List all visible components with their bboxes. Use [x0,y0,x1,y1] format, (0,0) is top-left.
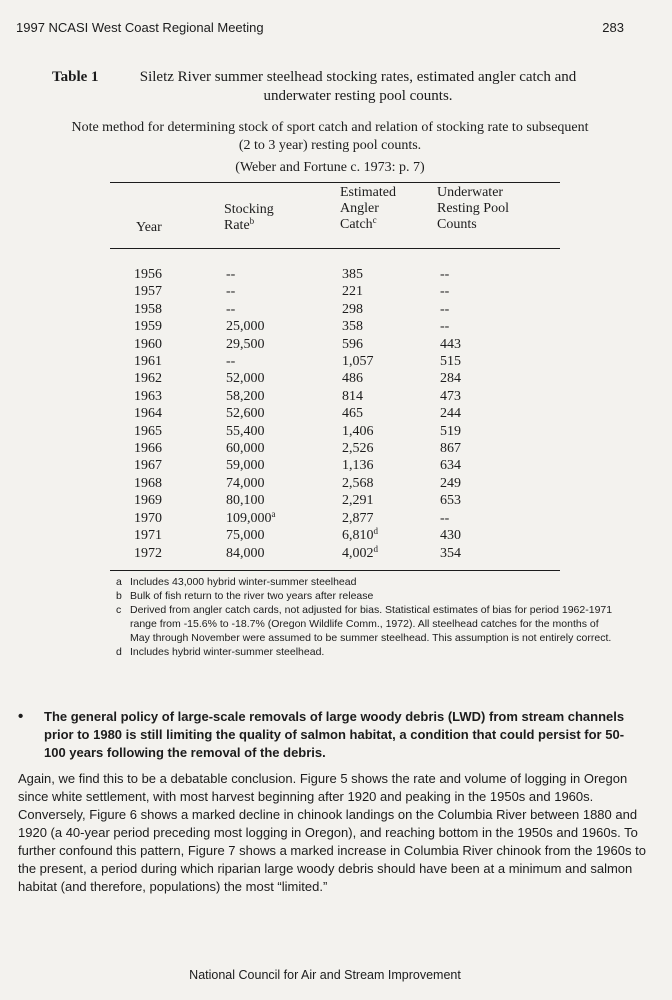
stocking-rate-cell [226,510,342,527]
stocking-rate-cell-value: 58,200 [226,388,265,404]
column-header-catch-line1: Estimated [340,185,396,200]
table-row [134,301,520,318]
stocking-rate-cell-value: 84,000 [226,545,265,561]
pool-count-cell [440,301,520,318]
pool-count-cell [440,283,520,300]
year-cell [134,510,226,527]
year-cell [134,423,226,440]
year-cell-value: 1965 [134,423,162,439]
angler-catch-cell [342,370,440,387]
stocking-rate-cell [226,301,342,318]
year-cell [134,301,226,318]
angler-catch-cell-value: 486 [342,371,363,387]
column-header-pool-line1: Underwater [437,185,504,200]
table-header-rule [110,248,560,249]
catch-word: Catch [340,217,373,232]
angler-catch-cell [342,283,440,300]
column-header-catch-line2: Angler [340,201,379,216]
pool-count-cell [440,527,520,544]
footnote [116,575,621,589]
angler-catch-cell [342,457,440,474]
rate-word: Rate [224,218,250,233]
year-cell-value: 1971 [134,528,162,544]
angler-catch-cell-value: 1,136 [342,458,374,474]
table-row [134,318,520,335]
angler-catch-cell-value: 358 [342,319,363,335]
table-row [134,475,520,492]
stocking-rate-cell-value: 59,000 [226,458,265,474]
footnote-mark: b [116,590,122,602]
pool-count-cell [440,440,520,457]
year-cell-value: 1964 [134,406,162,422]
stocking-rate-cell-value: 25,000 [226,319,265,335]
pool-count-cell [440,423,520,440]
stocking-rate-cell-value: 29,500 [226,336,265,352]
year-cell [134,405,226,422]
stocking-rate-cell [226,457,342,474]
table-note: Note method for determining stock of sport catch and relation of stocking rate to subsequent (2 to 3 year) resting pool counts. [71,120,589,153]
angler-catch-cell [342,440,440,457]
table-row [134,440,520,457]
column-header-stocking-rate-line2 [224,218,274,234]
angler-catch-cell-value: 465 [342,406,363,422]
pool-count-cell-value: 473 [440,388,461,404]
pool-count-cell-value: -- [440,284,450,300]
angler-catch-cell-value: 814 [342,388,363,404]
stocking-rate-cell [226,353,342,370]
table-row [134,510,520,527]
angler-catch-cell-value: 1,406 [342,423,374,439]
year-cell-value: 1957 [134,284,162,300]
stocking-rate-cell-value: -- [226,301,236,317]
table-bottom-rule [110,570,560,571]
year-cell-value: 1963 [134,388,162,404]
year-cell-value: 1969 [134,493,162,509]
stocking-rate-cell-value: 80,100 [226,493,265,509]
rate-footnote-mark: b [249,216,255,226]
pool-count-cell-value: 354 [440,545,461,561]
year-cell [134,545,226,562]
column-header-year-text: Year [136,220,162,235]
table-row [134,492,520,509]
stocking-rate-cell [226,336,342,353]
bullet-icon: • [18,708,24,725]
stocking-rate-cell [226,318,342,335]
year-cell-value: 1972 [134,545,162,561]
pool-count-cell [440,457,520,474]
pool-count-cell [440,266,520,283]
pool-count-cell [440,405,520,422]
year-cell-value: 1959 [134,319,162,335]
year-cell [134,336,226,353]
table-caption [52,68,612,106]
column-header-pool-line3: Counts [437,217,477,232]
catch-footnote-mark: c [372,215,377,225]
table-row [134,423,520,440]
stocking-rate-cell [226,266,342,283]
angler-catch-cell-value: 2,526 [342,441,374,457]
stocking-rate-cell [226,370,342,387]
year-cell [134,266,226,283]
pool-count-cell-value: 443 [440,336,461,352]
footnote-mark: c [116,604,122,616]
pool-count-cell [440,370,520,387]
stocking-rate-cell [226,440,342,457]
stocking-rate-cell-value: 75,000 [226,528,265,544]
year-cell-value: 1962 [134,371,162,387]
angler-catch-cell-value: 2,568 [342,475,374,491]
page-footer: National Council for Air and Stream Improvement [189,968,461,982]
angler-catch-cell [342,423,440,440]
pool-count-cell-value: -- [440,301,450,317]
stocking-data-table [134,266,520,562]
pool-count-cell-value: -- [440,267,450,282]
footnote [116,589,621,603]
stocking-rate-cell-value: 109,000 [226,510,272,526]
table-row [134,266,520,283]
table-row [134,353,520,370]
year-cell [134,492,226,509]
year-cell-value: 1961 [134,354,162,370]
table-row [134,336,520,353]
table-row [134,283,520,300]
angler-catch-cell-value: 385 [342,267,363,282]
angler-catch-cell-value: 2,877 [342,510,374,526]
pool-count-cell [440,336,520,353]
year-cell [134,370,226,387]
bullet-statement [18,708,638,762]
pool-count-cell-value: 284 [440,371,461,387]
pool-count-cell-value: 244 [440,406,461,422]
table-title: Siletz River summer steelhead stocking rates, estimated angler catch and underwater resting pool counts. [139,69,577,104]
footnote [116,645,621,659]
stocking-rate-cell [226,283,342,300]
angler-catch-cell [342,318,440,335]
year-cell-value: 1967 [134,458,162,474]
pool-count-cell [440,475,520,492]
stocking-rate-cell [226,475,342,492]
footnote-mark: d [373,526,378,537]
angler-catch-cell [342,492,440,509]
table-footnotes [116,575,621,659]
bullet-text: The general policy of large-scale removals of large woody debris (LWD) from stream channels prior to 1980 is still limiting the quality of salmon habitat, a condition that could persist for 50-100 years following the removal of the debris. [44,709,625,760]
angler-catch-cell [342,353,440,370]
footnote-text: Includes 43,000 hybrid winter-summer steelhead [130,576,357,588]
year-cell [134,283,226,300]
stocking-rate-cell-value: -- [226,284,236,300]
pool-count-cell-value: 249 [440,475,461,491]
year-cell-value: 1958 [134,301,162,317]
year-cell [134,353,226,370]
stocking-rate-cell-value: 52,000 [226,371,265,387]
stocking-rate-cell-value: -- [226,267,236,282]
year-cell [134,318,226,335]
running-head: 1997 NCASI West Coast Regional Meeting [16,20,264,35]
pool-count-cell-value: 867 [440,441,461,457]
pool-count-cell-value: 519 [440,423,461,439]
year-cell-value: 1960 [134,336,162,352]
year-cell [134,440,226,457]
stocking-rate-cell [226,423,342,440]
pool-count-cell [440,492,520,509]
angler-catch-cell-value: 221 [342,284,363,300]
pool-count-cell [440,510,520,527]
table-body [134,266,520,562]
year-cell-value: 1966 [134,441,162,457]
angler-catch-cell-value: 6,810 [342,528,374,544]
angler-catch-cell [342,527,440,544]
year-cell-value: 1968 [134,475,162,491]
column-header-stocking-rate-line1: Stocking [224,202,274,217]
angler-catch-cell-value: 596 [342,336,363,352]
table-source: (Weber and Fortune c. 1973: p. 7) [235,160,425,175]
footnote-text: Bulk of fish return to the river two years after release [130,590,374,602]
angler-catch-cell [342,388,440,405]
footnote-mark: d [116,646,122,658]
footnote-mark: a [271,508,276,519]
table-row [134,545,520,562]
table-row [134,388,520,405]
pool-count-cell [440,388,520,405]
footnote [116,603,621,645]
pool-count-cell-value: 430 [440,528,461,544]
angler-catch-cell [342,475,440,492]
page-number: 283 [602,20,624,35]
stocking-rate-cell-value: 60,000 [226,441,265,457]
year-cell [134,457,226,474]
column-header-angler-catch [340,185,396,233]
table-row [134,370,520,387]
table-top-rule [110,182,560,183]
stocking-rate-cell [226,545,342,562]
pool-count-cell-value: 634 [440,458,461,474]
angler-catch-cell [342,301,440,318]
year-cell [134,475,226,492]
pool-count-cell-value: 515 [440,354,461,370]
stocking-rate-cell [226,405,342,422]
angler-catch-cell-value: 298 [342,301,363,317]
table-row [134,405,520,422]
pool-count-cell-value: 653 [440,493,461,509]
body-paragraph: Again, we find this to be a debatable conclusion. Figure 5 shows the rate and volume of logging in Oregon since white settlement, with most harvest beginning after 1920 and peaking in the 1950s and 1960s. Conversely, Figure 6 shows a marked decline in chinook landings on the Columbia River between 1880 and 1920 (a 40-year period preceding most logging in Oregon), and reaching bottom in the 1950s and 1960s. To further confound this pattern, Figure 7 shows a marked increase in Columbia River chinook from the 1960s to the present, a period during which riparian large woody debris should have been at a minimum and salmon habitat (and therefore, populations) the most “limited.” [18,771,646,894]
pool-count-cell [440,545,520,562]
column-header-pool-counts [437,185,509,233]
column-header-stocking-rate [224,202,274,234]
stocking-rate-cell [226,492,342,509]
pool-count-cell [440,318,520,335]
year-cell-value: 1970 [134,510,162,526]
column-header-pool-line2: Resting Pool [437,201,509,216]
footnote-text: Derived from angler catch cards, not adjusted for bias. Statistical estimates of bias for period 1962-1971 range from -15.6% to -18.7% (Oregon Wildlife Comm., 1972). All steelhead catches for the months of May through November were assumed to be summer steelhead. This assumption is not entirely correct. [130,604,613,644]
angler-catch-cell [342,266,440,283]
angler-catch-cell [342,510,440,527]
year-cell [134,527,226,544]
table-row [134,527,520,544]
stocking-rate-cell-value: -- [226,354,236,370]
footnote-mark: d [373,543,378,554]
stocking-rate-cell [226,388,342,405]
angler-catch-cell [342,336,440,353]
stocking-rate-cell [226,527,342,544]
column-header-year [136,220,162,236]
stocking-rate-cell-value: 55,400 [226,423,265,439]
pool-count-cell-value: -- [440,319,450,335]
footnote-text: Includes hybrid winter-summer steelhead. [130,646,325,658]
angler-catch-cell-value: 2,291 [342,493,374,509]
table-row [134,457,520,474]
footnote-mark: a [116,576,122,588]
angler-catch-cell [342,405,440,422]
column-header-catch-line3 [340,217,396,233]
angler-catch-cell-value: 1,057 [342,354,374,370]
table-label: Table 1 [52,69,99,85]
angler-catch-cell [342,545,440,562]
pool-count-cell-value: -- [440,510,450,526]
stocking-rate-cell-value: 52,600 [226,406,265,422]
year-cell-value: 1956 [134,267,162,282]
pool-count-cell [440,353,520,370]
year-cell [134,388,226,405]
angler-catch-cell-value: 4,002 [342,545,374,561]
stocking-rate-cell-value: 74,000 [226,475,265,491]
